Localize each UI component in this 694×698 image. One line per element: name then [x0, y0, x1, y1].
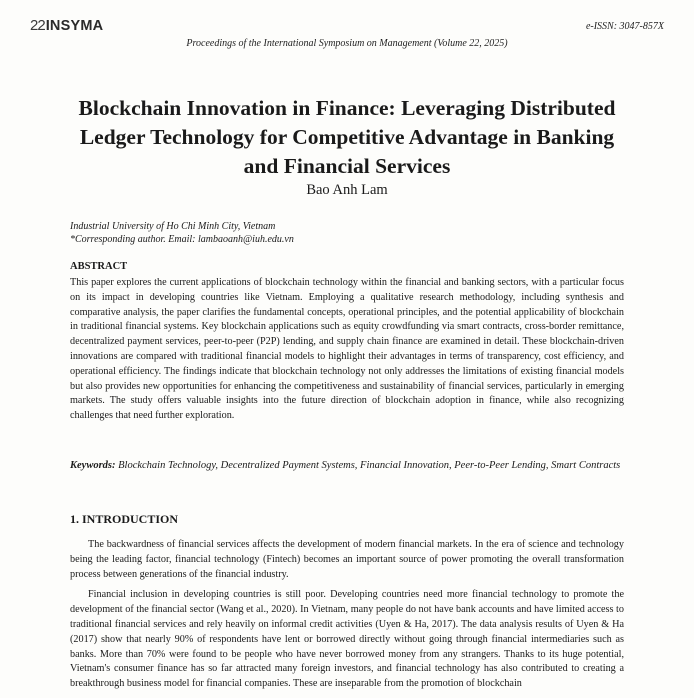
intro-paragraph-2: Financial inclusion in developing countries is still poor. Developing countries need more financial technology to promote the development of the financial sector (Wang et al., 2020). In Vietnam, many people do not have bank accounts and have limited access to traditional financial services and rely heavily on informal credit activities (Uyen & Ha, 2017). The data analysis results of Uyen & Ha (2017) show that nearly 90% of respondents have lent or borrowed directly without going through financial intermediaries such as banks. More than 70% were found to be people who have never borrowed money from any strangers. Thanks to its huge potential, Vietnam's consumer finance has so far attracted many foreign investors, and financial technology has also contributed to creating a breakthrough business model for financial companies. These are inseparable from the promotion of blockchain: [70, 589, 624, 690]
section-heading: 1. INTRODUCTION: [70, 512, 179, 526]
proceedings-line: Proceedings of the International Symposium on Management (Volume 22, 2025): [186, 38, 508, 49]
keywords-label: Keywords:: [70, 460, 116, 471]
journal-logo: [30, 17, 103, 34]
paper-title: Blockchain Innovation in Finance: Leveraging Distributed Ledger Technology for Competitive Advantage in Banking and Financial Services: [78, 96, 616, 178]
corresponding-author: *Corresponding author. Email: lambaoanh@iuh.edu.vn: [70, 234, 294, 245]
introduction-body: [70, 538, 624, 698]
logo-text: INSYMA: [45, 18, 104, 34]
abstract-heading: ABSTRACT: [70, 261, 128, 272]
affiliation-block: [70, 220, 294, 246]
intro-paragraph-1: The backwardness of financial services affects the development of modern financial markets. In the era of science and technology being the leading factor, financial technology (Fintech) becomes an important source of power promoting the overall transformation process between generations of the financial industry.: [70, 539, 624, 580]
keywords-list: Blockchain Technology, Decentralized Payment Systems, Financial Innovation, Peer-to-Peer Lending, Smart Contracts: [118, 460, 621, 471]
logo-mark: 22: [30, 17, 45, 34]
issn-label: e-ISSN: 3047-857X: [585, 21, 664, 32]
keywords: [70, 458, 624, 473]
paper-author: Bao Anh Lam: [306, 182, 388, 198]
affiliation: Industrial University of Ho Chi Minh City, Vietnam: [70, 221, 276, 232]
abstract-text: This paper explores the current applications of blockchain technology within the financial and banking sectors, with a particular focus on its impact in developing countries like Vietnam. Employing a qualitative research methodology, including synthesis and comparative analysis, the paper clarifies the fundamental concepts, operational principles, and the potential applicability of blockchain in traditional financial systems. Key blockchain applications such as equity crowdfunding via smart contracts, cross-border remittance, decentralized payment services, peer-to-peer (P2P) lending, and supply chain finance are examined in detail. These blockchain-driven innovations are compared with traditional financial models to highlight their advantages in terms of transparency, cost efficiency, and operational efficiency. The findings indicate that blockchain technology not only addresses the limitations of existing financial models but also provides new opportunities for enhancing the competitiveness and sustainability of financial services, particularly in emerging markets. The study offers valuable insights into the future direction of blockchain adoption in finance, while also recognizing challenges that need further exploration.: [70, 277, 624, 422]
